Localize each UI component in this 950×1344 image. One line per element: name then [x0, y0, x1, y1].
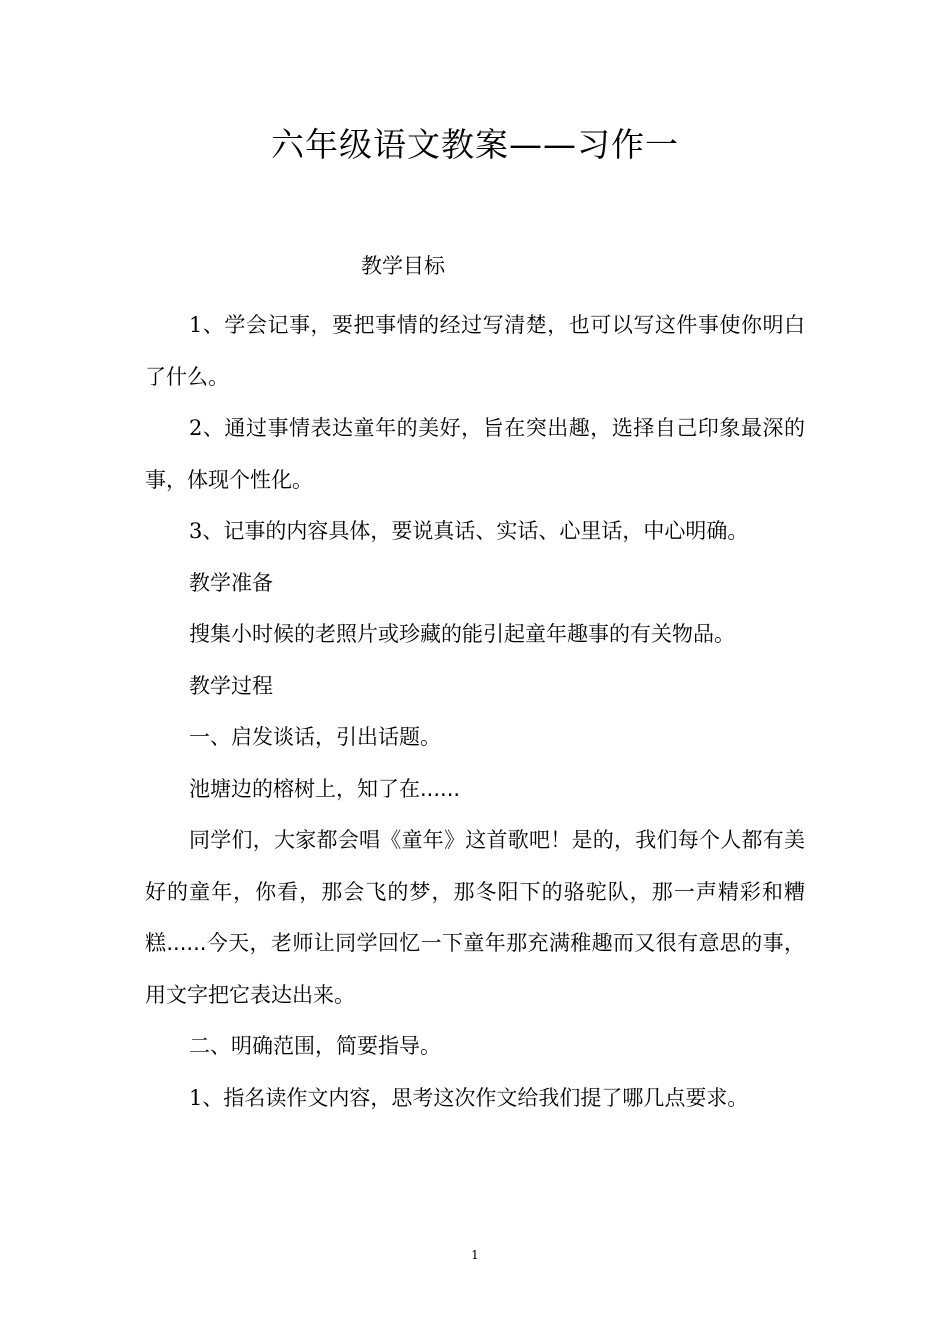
- document-title: 六年级语文教案——习作一: [271, 125, 679, 164]
- paragraph-text: 教学过程: [189, 673, 273, 698]
- paragraph-text: 同学们，大家都会唱《童年》这首歌吧！是的，我们每个人都有美好的童年，你看，那会飞的梦，那冬阳下的骆驼队，那一声精彩和糟糕......今天，老师让同学回忆一下童年那充满稚趣而又很有意思的事，用文字把它表达出来。: [145, 828, 805, 1007]
- paragraph: [145, 712, 805, 764]
- paragraph-text: 、指名读作文内容，思考这次作文给我们提了哪几点要求。: [202, 1085, 749, 1110]
- paragraph: [145, 506, 805, 558]
- paragraph: [145, 1073, 805, 1125]
- paragraph: [145, 558, 805, 610]
- paragraph-text: 、学会记事，要把事情的经过写清楚，也可以写这件事使你明白了什么。: [145, 313, 805, 389]
- paragraph-text: 一、启发谈话，引出话题。: [189, 725, 441, 749]
- paragraph: [145, 1021, 805, 1073]
- paragraph-text: 搜集小时候的老照片或珍藏的能引起童年趣事的有关物品。: [189, 622, 735, 646]
- page-number: 1: [471, 1248, 479, 1262]
- paragraph-number: 1: [189, 313, 203, 337]
- paragraph: [145, 764, 805, 816]
- paragraph-number: 1: [189, 1085, 203, 1110]
- paragraph: [145, 609, 805, 661]
- paragraph-text: 、通过事情表达童年的美好，旨在突出趣，选择自己印象最深的事，体现个性化。: [145, 416, 805, 492]
- paragraph-text: 二、明确范围，简要指导。: [189, 1034, 441, 1058]
- paragraph-text: 教学准备: [189, 570, 273, 595]
- document-body: [145, 300, 805, 1124]
- paragraph: [145, 300, 805, 403]
- paragraph-number: 2: [189, 416, 203, 440]
- section-heading: 教学目标: [361, 254, 445, 278]
- paragraph: [145, 403, 805, 506]
- paragraph-text: 池塘边的榕树上，知了在......: [189, 776, 461, 801]
- paragraph: [145, 661, 805, 713]
- paragraph-text: 、记事的内容具体，要说真话、实话、心里话，中心明确。: [202, 519, 749, 543]
- paragraph-number: 3: [189, 519, 203, 543]
- paragraph: [145, 815, 805, 1021]
